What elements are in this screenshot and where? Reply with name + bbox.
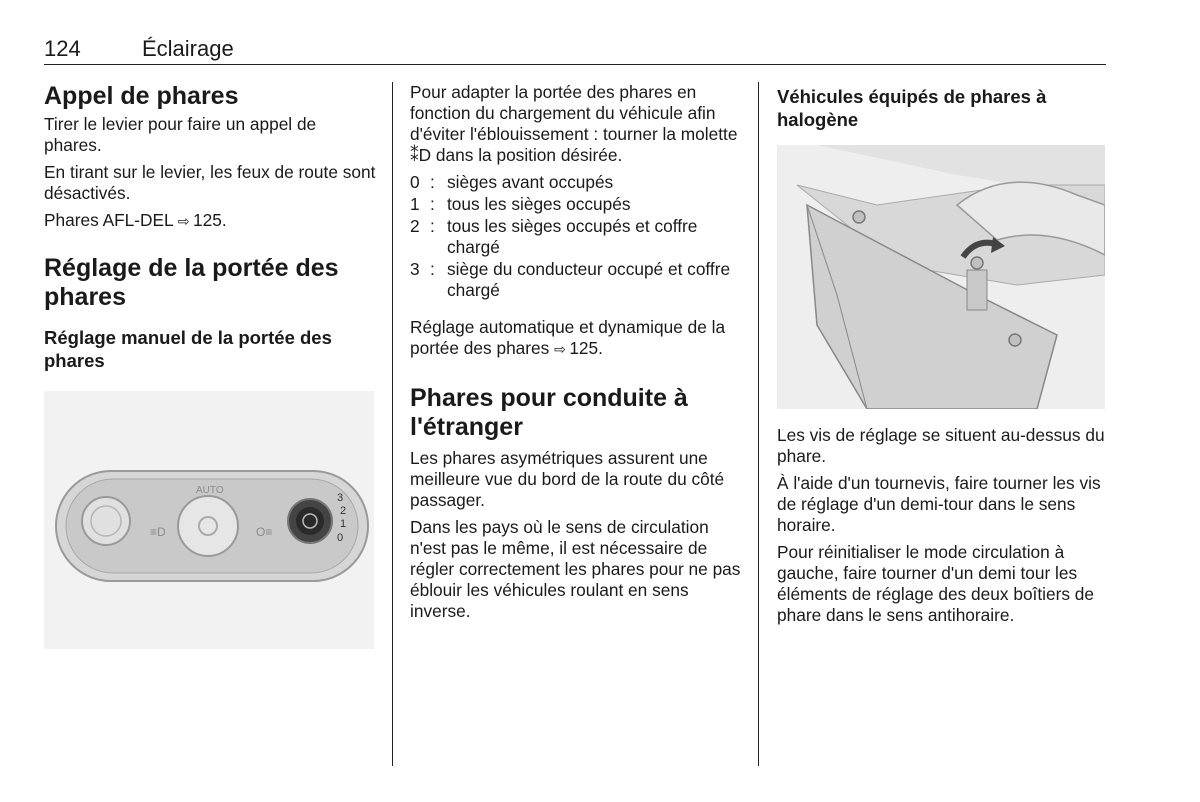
reference-arrow-icon: ⇨ — [177, 213, 190, 229]
page-reference[interactable] — [554, 338, 603, 358]
heading-appel-de-phares: Appel de phares — [44, 82, 239, 110]
chapter-title: Éclairage — [142, 36, 234, 61]
heading-reglage-portee: Réglage de la portée des phares — [44, 254, 339, 311]
paragraph-auto-text: Réglage automatique et dynamique de la portée des phares — [410, 317, 726, 358]
range-scale-0: 0 — [337, 532, 344, 544]
page-reference-number: 125. — [193, 210, 227, 230]
figure-headlight-adjust-screw — [777, 145, 1105, 409]
paragraph-appel-2: En tirant sur le levier, les feux de route sont désactivés. — [44, 162, 376, 203]
list-item: 1 : tous les sièges occupés — [410, 194, 631, 214]
load-position-list — [410, 172, 742, 301]
column-divider-2 — [758, 82, 759, 766]
column-1 — [44, 82, 376, 649]
paragraph-intro-a: Pour adapter la portée des phares en fonction du chargement du véhicule afin d'éviter l'éblouissement : tourner la molette — [410, 82, 738, 144]
range-scale-3: 3 — [337, 492, 344, 504]
column-2 — [410, 82, 742, 628]
rear-fog-light-icon: O≡ — [256, 525, 273, 539]
paragraph-etranger-1: Les phares asymétriques assurent une meilleure vue du bord de la route du côté passager. — [410, 448, 725, 510]
fog-light-icon: ≡D — [150, 525, 166, 539]
paragraph-auto — [410, 317, 742, 360]
column-divider-1 — [392, 82, 393, 766]
list-item: 3 : siège du conducteur occupé et coffre chargé — [410, 259, 731, 300]
paragraph-vis-2: À l'aide d'un tournevis, faire tourner les vis de réglage d'un demi-tour dans le sens horaire. — [777, 473, 1101, 535]
headlight-switch-panel-illustration — [44, 391, 374, 649]
paragraph-appel-3 — [44, 210, 376, 232]
list-item: 0 : sièges avant occupés — [410, 172, 614, 192]
reference-arrow-icon: ⇨ — [554, 341, 566, 357]
headlight-adjust-screw-illustration — [777, 145, 1105, 409]
page-reference[interactable] — [178, 210, 227, 230]
page-number: 124 — [44, 36, 81, 61]
auto-label: AUTO — [196, 485, 224, 496]
figure-headlight-switch-panel — [44, 391, 374, 649]
heading-etranger: Phares pour conduite à l'étranger — [410, 384, 688, 441]
paragraph-appel-1: Tirer le levier pour faire un appel de phares. — [44, 114, 317, 155]
paragraph-intro-b: dans la position désirée. — [431, 145, 623, 165]
page-reference-number: 125. — [569, 338, 603, 358]
list-item: 2 : tous les sièges occupés et coffre chargé — [410, 216, 698, 257]
range-scale-1: 1 — [340, 518, 347, 530]
paragraph-intro — [410, 82, 742, 166]
subheading-reglage-manuel: Réglage manuel de la portée des phares — [44, 327, 332, 371]
heading-halogene: Véhicules équipés de phares à halogène — [777, 86, 1047, 130]
paragraph-vis-1: Les vis de réglage se situent au-dessus du phare. — [777, 425, 1105, 466]
page-header — [44, 36, 1106, 65]
paragraph-etranger-2: Dans les pays où le sens de circulation n'est pas le même, il est nécessaire de régler correctement les phares pour ne pas éblouir les véhicules roulant en sens inverse. — [410, 517, 741, 621]
column-3 — [777, 82, 1109, 632]
paragraph-vis-3: Pour réinitialiser le mode circulation à gauche, faire tourner d'un demi tour les éléments de réglage des deux boîtiers de phare dans le sens antihoraire. — [777, 542, 1095, 625]
headlight-range-icon: ⁑D — [410, 145, 432, 165]
range-scale-2: 2 — [340, 505, 347, 517]
paragraph-appel-3-text: Phares AFL-DEL — [44, 210, 178, 230]
